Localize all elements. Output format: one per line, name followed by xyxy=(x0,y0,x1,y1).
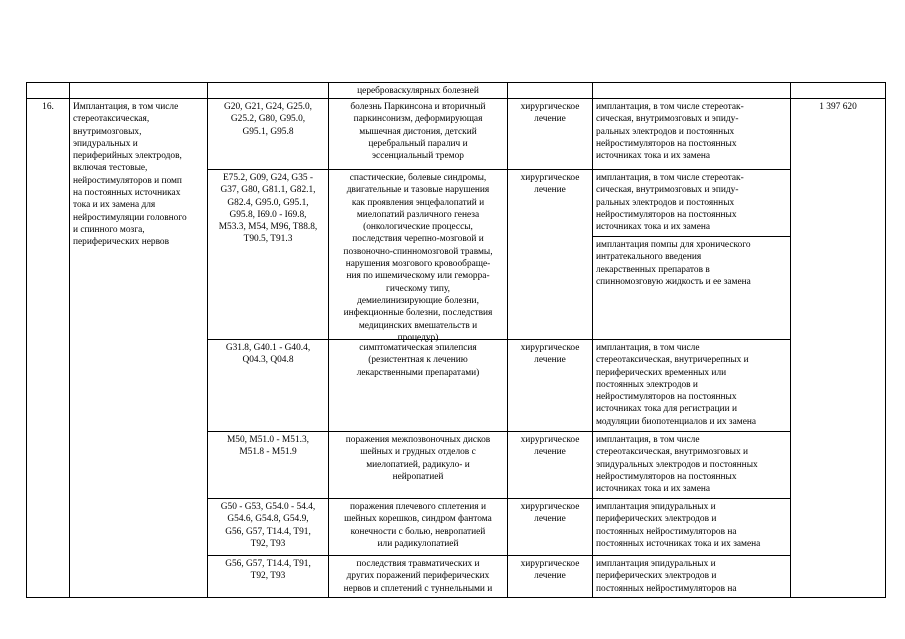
medical-services-table xyxy=(26,82,886,598)
treatment-type-cell: хирургическое лечение xyxy=(520,559,580,582)
block-divider xyxy=(207,169,592,170)
method-cell: имплантация, в том числе стереотаксическая, внутримозговых и эпидуральных электродов и постоянных нейростимуляторов на постоянных источниках тока и их замена xyxy=(596,435,758,495)
method-cell: имплантация, в том числе стереотаксическая, внутричерепных и периферических временных или постоянных электродов и нейростимуляторов на постоянных источниках тока для регистрации и модуляции биопотенциалов и их замена xyxy=(596,343,757,427)
block-divider xyxy=(207,431,790,432)
treatment-type-cell: хирургическое лечение xyxy=(520,343,580,366)
disease-cell: спастические, болевые синдромы, двигательные и тазовые нарушения как проявления энцефалопатий и миелопатий различного генеза (онкологические процессы, последствия черепно-мозговой и позвоночно-спинномозговой травмы, нарушения мозгового кровообраще- ния по ишемическому или геморра- гическому типу, демиелинизирующие болезни, инфекционные болезни, последствия медицинских вмешательств и процедур) xyxy=(343,173,493,343)
column-divider xyxy=(26,82,27,598)
icd-codes-cell: G56, G57, T14.4, T91, T92, T93 xyxy=(225,559,311,582)
disease-cell: поражения плечевого сплетения и шейных корешков, синдром фантома конечности с болью, невропатией или радикулопатией xyxy=(344,502,492,549)
disease-cell: болезнь Паркинсона и вторичный паркинсонизм, деформирующая мышечная дистония, детский церебральный паралич и эссенциальный тремор xyxy=(350,102,486,162)
treatment-type-cell: хирургическое лечение xyxy=(520,502,580,525)
treatment-type-cell: хирургическое лечение xyxy=(520,435,580,458)
method-cell: имплантация, в том числе стереотак- сическая, внутримозговых и эпиду- ральных электродов и постоянных нейростимуляторов на постоянных источниках тока и их замена xyxy=(596,173,744,233)
treatment-type-cell: хирургическое лечение xyxy=(520,173,580,196)
row-number: 16. xyxy=(42,102,54,112)
disease-cell: поражения межпозвоночных дисков шейных и грудных отделов с миелопатией, радикуло- и нейропатией xyxy=(345,435,491,482)
icd-codes-cell: G20, G21, G24, G25.0, G25.2, G80, G95.0, G95.1, G95.8 xyxy=(223,102,313,137)
icd-codes-cell: E75.2, G09, G24, G35 - G37, G80, G81.1, G82.1, G82.4, G95.0, G95.1, G95.8, I69.0 - I69.8, M53.3, M54, M96, T88.8, T90.5, T91.3 xyxy=(218,173,318,245)
column-divider xyxy=(790,82,791,598)
method-cell: имплантация эпидуральных и периферических электродов и постоянных нейростимуляторов на постоянных источниках тока и их замена xyxy=(596,502,761,549)
method-cell: имплантация, в том числе стереотак- сическая, внутримозговых и эпиду- ральных электродов и постоянных нейростимуляторов на постоянных источниках тока и их замена xyxy=(596,102,744,162)
icd-codes-cell: G50 - G53, G54.0 - 54.4, G54.6, G54.8, G54.9, G56, G57, T14.4, T91, T92, T93 xyxy=(220,502,316,549)
block-divider xyxy=(207,555,790,556)
cost-cell: 1 397 620 xyxy=(819,102,857,112)
method-divider xyxy=(592,339,790,340)
table-border-top xyxy=(26,82,886,83)
service-name-cell: Имплантация, в том числе стереотаксическая, внутримозговых, эпидуральных и периферийных электродов, включая тестовые, нейростимуляторов и помп на постоянных источниках тока и их замена для нейростимуляции головного и спинного мозга, периферических нервов xyxy=(73,102,187,248)
method-cell: имплантация эпидуральных и периферических электродов и постоянных нейростимуляторов на xyxy=(596,559,737,594)
treatment-type-cell: хирургическое лечение xyxy=(520,102,580,125)
method-cell: имплантация помпы для хронического интратекального введения лекарственных препаратов в спинномозговую жидкость и ее замена xyxy=(596,240,751,287)
disease-cell: последствия травматических и других поражений периферических нервов и сплетений с туннельными и xyxy=(343,559,493,594)
icd-codes-cell: M50, M51.0 - M51.3, M51.8 - M51.9 xyxy=(226,435,310,458)
column-divider xyxy=(885,82,886,598)
disease-cell-continued: цереброваскулярных болезней xyxy=(357,86,479,96)
method-divider xyxy=(592,169,790,170)
block-divider xyxy=(207,498,790,499)
method-divider xyxy=(592,236,790,237)
table-border-bottom xyxy=(26,597,886,598)
disease-cell: симптоматическая эпилепсия (резистентная к лечению лекарственными препаратами) xyxy=(356,343,480,378)
icd-codes-cell: G31.8, G40.1 - G40.4, Q04.3, Q04.8 xyxy=(225,343,311,366)
